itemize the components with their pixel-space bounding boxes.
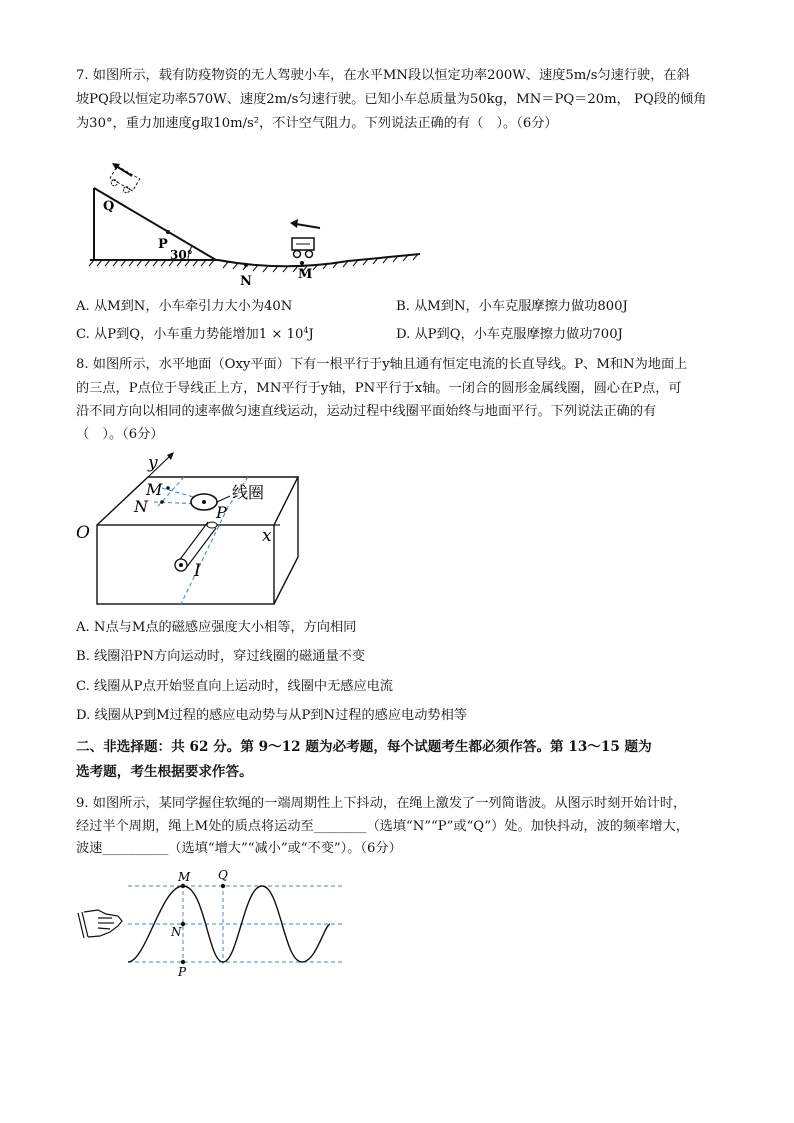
q9-line-3: 波速__________（选填“增大”“减小”或“不变”）。（6分） — [76, 841, 402, 856]
q9-label-p: P — [178, 965, 187, 979]
q7-label-angle: 30° — [170, 248, 193, 262]
q8-line-4: （ ）。（6分） — [76, 427, 164, 442]
q9-wave-figure — [76, 866, 356, 986]
q8-label-o: O — [76, 523, 90, 543]
q7-option-c-exponent: 4 — [303, 326, 309, 335]
q7-label-p: P — [158, 237, 168, 252]
q7-option-d: D. 从P到Q，小车克服摩擦力做功700J — [396, 327, 623, 342]
q7-label-q: Q — [103, 199, 115, 214]
q7-option-a: A. 从M到N，小车牵引力大小为40N — [76, 299, 293, 314]
q7-line-2: 坡PQ段以恒定功率570W、速度2m/s匀速行驶。已知小车总质量为50kg，MN＝PQ＝20m， PQ段的倾角 — [76, 92, 707, 107]
q9-label-m: M — [178, 870, 191, 884]
q7-line-1: 7. 如图所示，载有防疫物资的无人驾驶小车，在水平MN段以恒定功率200W、速度5m/s匀速行驶，在斜 — [76, 68, 690, 83]
q8-label-n: N — [134, 497, 148, 516]
q9-line-1: 9. 如图所示，某同学握住软绳的一端周期性上下抖动，在绳上激发了一列简谐波。从图示时刻开始计时， — [76, 796, 687, 811]
q8-label-y: y — [148, 453, 158, 473]
q8-line-3: 沿不同方向以相同的速率做匀速直线运动，运动过程中线圈平面始终与地面平行。下列说法正确的有 — [76, 404, 657, 419]
q7-option-b: B. 从M到N，小车克服摩擦力做功800J — [396, 299, 628, 314]
q8-label-coil: 线圈 — [232, 483, 265, 502]
q8-option-b: B. 线圈沿PN方向运动时，穿过线圈的磁通量不变 — [76, 649, 366, 664]
q9-line-2: 经过半个周期，绳上M处的质点将运动至________（选填“N”“P”或“Q”）处。加快抖动，波的频率增大， — [76, 819, 689, 834]
q8-option-a: A. N点与M点的磁感应强度大小相等，方向相同 — [76, 620, 357, 635]
q8-label-m: M — [146, 480, 163, 499]
q9-label-q: Q — [218, 868, 228, 882]
q8-label-x: x — [262, 526, 272, 546]
q8-box-figure — [76, 450, 316, 610]
q9-label-n: N — [171, 925, 182, 939]
q7-option-c-unit: J — [308, 327, 314, 342]
q7-option-c — [76, 326, 314, 344]
q8-line-1: 8. 如图所示，水平地面（Oxy平面）下有一根平行于y轴且通有恒定电流的长直导线。P、M和N为地面上 — [76, 357, 688, 372]
q7-line-3: 为30°，重力加速度g取10m/s²，不计空气阻力。下列说法正确的有（ ）。（6分） — [76, 116, 558, 131]
section2-heading-line-2: 选考题，考生根据要求作答。 — [76, 764, 253, 780]
q8-option-c: C. 线圈从P点开始竖直向上运动时，线圈中无感应电流 — [76, 679, 393, 694]
q8-line-2: 的三点，P点位于导线正上方，MN平行于y轴，PN平行于x轴。一闭合的圆形金属线圈，圆心在P点，可 — [76, 381, 682, 396]
q7-slope-figure — [88, 158, 428, 288]
q8-label-p: P — [216, 503, 227, 522]
q8-option-d: D. 线圈从P到M过程的感应电动势与从P到N过程的感应电动势相等 — [76, 708, 467, 723]
q7-label-m: M — [298, 267, 313, 282]
q7-option-c-text: C. 从P到Q，小车重力势能增加1 × 10 — [76, 327, 304, 342]
section2-heading-line-1: 二、非选择题：共 62 分。第 9～12 题为必考题，每个试题考生都必须作答。第 13～15 题为 — [76, 739, 652, 755]
q7-label-n: N — [240, 274, 252, 289]
q8-label-i: I — [194, 561, 201, 581]
